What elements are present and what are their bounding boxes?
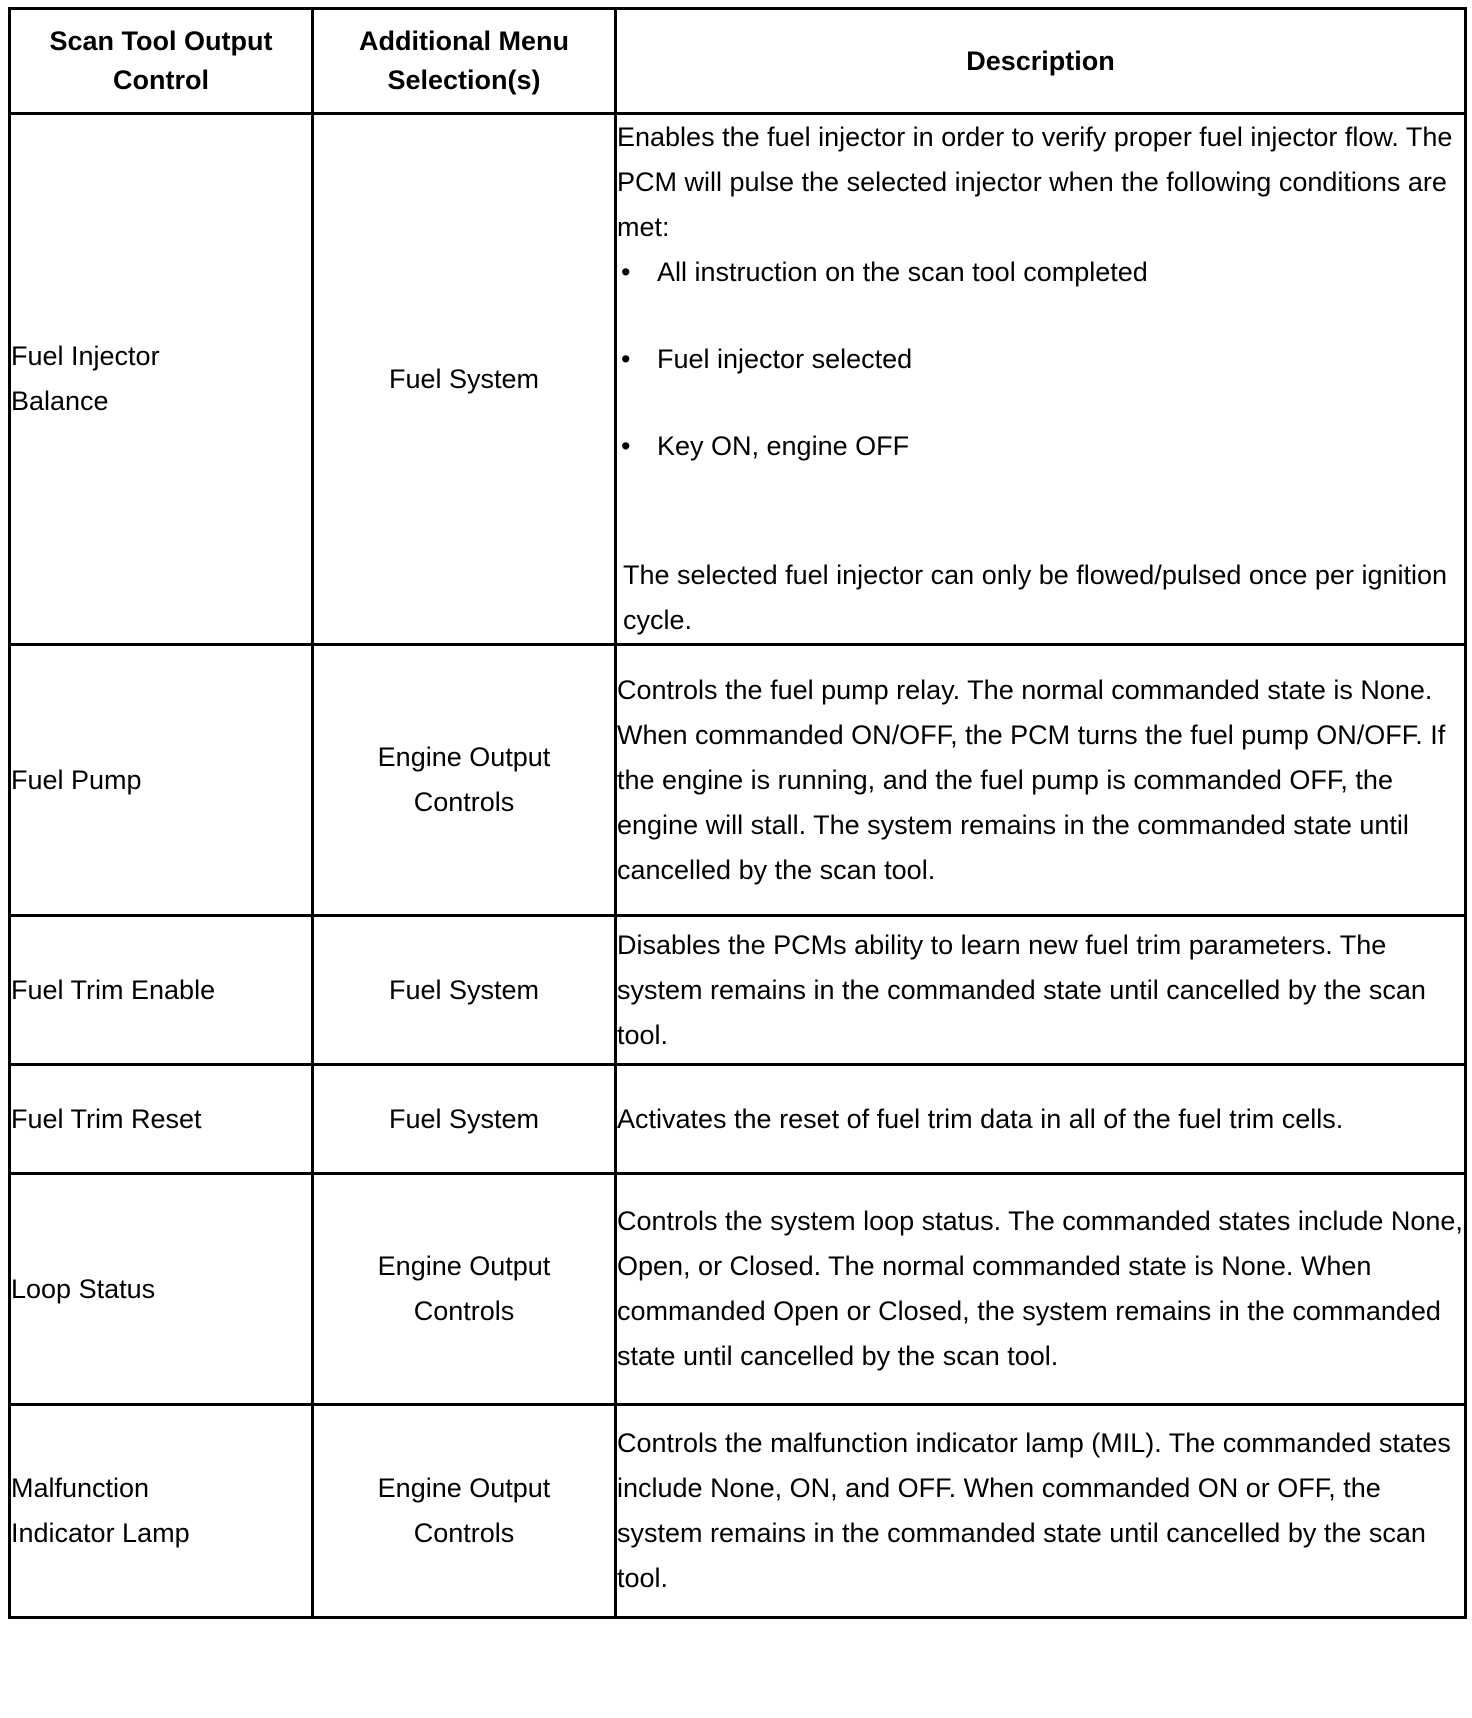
table-row [10, 1065, 1466, 1174]
table-row [10, 645, 1466, 916]
description-cell: Activates the reset of fuel trim data in all of the fuel trim cells. [616, 1065, 1466, 1174]
bullet-icon: • [621, 257, 631, 287]
list-item [617, 424, 1464, 469]
list-item-text: Key ON, engine OFF [657, 431, 910, 461]
control-cell: Fuel Pump [10, 645, 313, 916]
menu-cell [313, 1405, 616, 1618]
list-item [617, 337, 1464, 382]
table-row [10, 1174, 1466, 1405]
description-cell [616, 114, 1466, 645]
header-control [10, 9, 313, 114]
table-row [10, 114, 1466, 645]
condition-list [617, 250, 1464, 469]
control-text: Fuel Injector Balance [11, 341, 160, 416]
control-cell [10, 1405, 313, 1618]
note-text: The selected fuel injector can only be flowed/pulsed once per ignition cycle. [623, 560, 1448, 635]
description-cell: Disables the PCMs ability to learn new fuel trim parameters. The system remains in the commanded state until cancelled by the scan tool. [616, 916, 1466, 1065]
bullet-icon: • [621, 431, 631, 461]
header-menu [313, 9, 616, 114]
header-row [10, 9, 1466, 114]
menu-cell: Fuel System [313, 916, 616, 1065]
menu-cell [313, 1174, 616, 1405]
menu-cell: Fuel System [313, 1065, 616, 1174]
menu-cell: Fuel System [313, 114, 616, 645]
list-item [617, 250, 1464, 295]
output-control-table [8, 7, 1467, 1619]
description-cell: Controls the fuel pump relay. The normal commanded state is None. When commanded ON/OFF, the PCM turns the fuel pump ON/OFF. If the engine is running, and the fuel pump is commanded OFF, the engine will stall. The system remains in the commanded state until cancelled by the scan tool. [616, 645, 1466, 916]
menu-text: Engine Output Controls [377, 742, 551, 817]
description-cell: Controls the malfunction indicator lamp (MIL). The commanded states include None, ON, and OFF. When commanded ON or OFF, the system remains in the commanded state until cancelled by the scan tool. [616, 1405, 1466, 1618]
description-text: Enables the fuel injector in order to verify proper fuel injector flow. The PCM will pulse the selected injector when the following conditions are met: [617, 122, 1453, 242]
header-menu-text: Additional Menu Selection(s) [359, 26, 569, 95]
control-cell: Fuel Trim Reset [10, 1065, 313, 1174]
control-cell: Loop Status [10, 1174, 313, 1405]
list-item-text: All instruction on the scan tool completed [657, 257, 1148, 287]
table-row [10, 1405, 1466, 1618]
control-cell [10, 114, 313, 645]
header-description: Description [616, 9, 1466, 114]
header-control-text: Scan Tool Output Control [49, 26, 273, 95]
list-item-text: Fuel injector selected [657, 344, 913, 374]
menu-text: Engine Output Controls [377, 1473, 551, 1548]
description-cell: Controls the system loop status. The commanded states include None, Open, or Closed. The normal commanded state is None. When commanded Open or Closed, the system remains in the commanded state until cancelled by the scan tool. [616, 1174, 1466, 1405]
table-row [10, 916, 1466, 1065]
menu-text: Engine Output Controls [377, 1251, 551, 1326]
bullet-icon: • [621, 344, 631, 374]
menu-cell [313, 645, 616, 916]
control-cell: Fuel Trim Enable [10, 916, 313, 1065]
control-text: Malfunction Indicator Lamp [11, 1473, 190, 1548]
